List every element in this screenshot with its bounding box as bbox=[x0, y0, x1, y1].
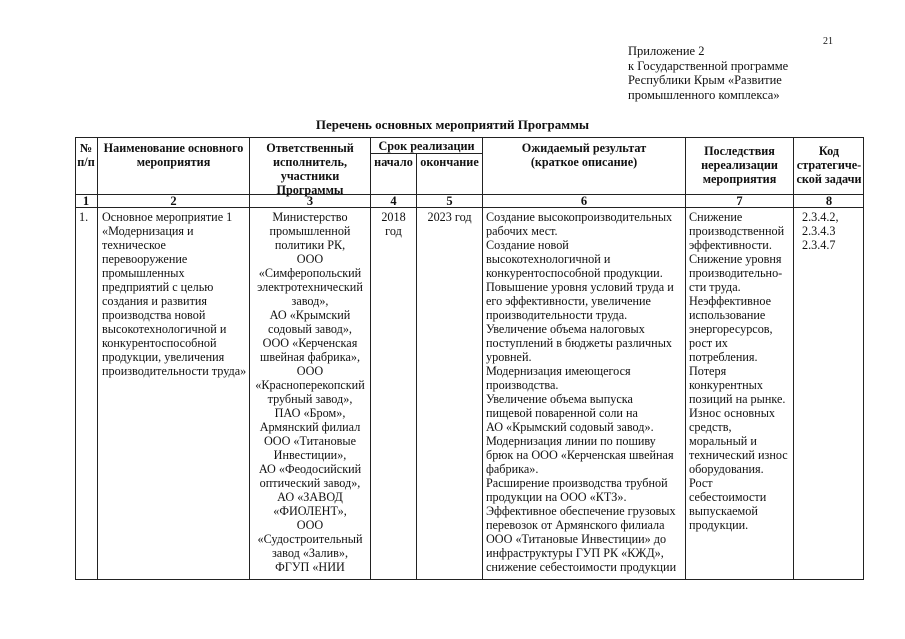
consequence-line: продукции. bbox=[689, 518, 749, 532]
executor-line: АО «Крымский bbox=[269, 308, 351, 322]
measure-name-line: перевооружение bbox=[102, 252, 188, 266]
measure-name-line: высокотехнологичной и bbox=[102, 322, 227, 336]
result-line: АО «Крымский содовый завод». bbox=[486, 420, 654, 434]
consequence-line: Неэффективное bbox=[689, 294, 772, 308]
consequence-line: Потеря bbox=[689, 364, 727, 378]
executor-list bbox=[250, 210, 370, 574]
header-text: мероприятия bbox=[136, 155, 211, 169]
start-year-line: 2018 bbox=[381, 210, 406, 224]
consequence-line: производительно- bbox=[689, 266, 783, 280]
measures-table bbox=[75, 137, 864, 580]
header-text: Программы bbox=[276, 183, 344, 197]
appendix-line: Республики Крым «Развитие bbox=[628, 73, 782, 87]
consequence-line: рост их bbox=[689, 336, 728, 350]
appendix-line: к Государственной программе bbox=[628, 58, 789, 73]
header-end: окончание bbox=[420, 155, 479, 169]
executor-line: АО «ЗАВОД bbox=[277, 490, 343, 504]
header-text: Ответственный bbox=[266, 141, 354, 155]
measure-name-line: промышленных bbox=[102, 266, 185, 280]
start-year bbox=[371, 210, 416, 238]
executor-line: оптический завод», bbox=[259, 476, 361, 490]
page-number: 21 bbox=[823, 36, 833, 47]
header-consequences bbox=[686, 144, 793, 186]
executor-line: электротехнический bbox=[257, 280, 363, 294]
executor-line: промышленной bbox=[269, 224, 351, 238]
executor-line: ООО «Титановые bbox=[263, 434, 357, 448]
executor-line: ООО bbox=[296, 364, 324, 378]
consequence-line: Снижение bbox=[689, 210, 743, 224]
result-line: инфраструктуры ГУП РК «КЖД», bbox=[486, 546, 664, 560]
header-text: Ожидаемый результат bbox=[521, 141, 647, 155]
appendix-note bbox=[628, 44, 788, 102]
header-name bbox=[98, 141, 249, 169]
executor-line: «Симферопольский bbox=[258, 266, 362, 280]
header-text: мероприятия bbox=[702, 172, 777, 186]
code-line: 2.3.4.7 bbox=[802, 238, 836, 252]
header-text: участники bbox=[280, 169, 340, 183]
measure-name-line: конкурентоспособной bbox=[102, 336, 217, 350]
executor-line: Армянский филиал bbox=[259, 420, 361, 434]
consequence-line: моральный и bbox=[689, 434, 757, 448]
measure-name-line: производства новой bbox=[102, 308, 206, 322]
consequence-line: выпускаемой bbox=[689, 504, 758, 518]
result-line: Создание высокопроизводительных bbox=[486, 210, 673, 224]
consequence-line: Снижение уровня bbox=[689, 252, 782, 266]
result-line: его эффективности, увеличение bbox=[486, 294, 651, 308]
result-line: Модернизация имеющегося bbox=[486, 364, 631, 378]
header-result bbox=[483, 141, 685, 169]
column-number: 1 bbox=[82, 194, 90, 208]
executor-line: ПАО «Бром», bbox=[274, 406, 346, 420]
result-line: Увеличение объема налоговых bbox=[486, 322, 645, 336]
result-line: высокотехнологичной и bbox=[486, 252, 611, 266]
column-number: 7 bbox=[736, 194, 743, 208]
column-number: 2 bbox=[170, 194, 177, 208]
executor-line: ООО bbox=[296, 252, 324, 266]
measure-name bbox=[102, 210, 252, 378]
executor-line: содовый завод», bbox=[268, 322, 352, 336]
header-text: (краткое описание) bbox=[530, 155, 638, 169]
consequence-line: конкурентных bbox=[689, 378, 763, 392]
column-number: 5 bbox=[446, 194, 453, 208]
code-line: 2.3.4.2, bbox=[802, 210, 839, 224]
executor-line: «ФИОЛЕНТ», bbox=[273, 504, 347, 518]
result-line: Увеличение объема выпуска bbox=[486, 392, 633, 406]
column-number: 4 bbox=[390, 194, 397, 208]
result-line: пищевой поваренной соли на bbox=[486, 406, 638, 420]
executor-line: ФГУП «НИИ bbox=[275, 560, 345, 574]
consequence-line: производственной bbox=[689, 224, 785, 238]
appendix-line: промышленного комплекса» bbox=[628, 87, 780, 102]
executor-line: завод», bbox=[291, 294, 329, 308]
measure-name-line: производительности труда» bbox=[102, 364, 247, 378]
consequence-line: использование bbox=[689, 308, 766, 322]
executor-line: Инвестиции», bbox=[273, 448, 347, 462]
header-text: ской задачи bbox=[796, 172, 862, 186]
code-line: 2.3.4.3 bbox=[802, 224, 836, 238]
result-line: ООО «Титановые Инвестиции» до bbox=[486, 532, 667, 546]
executor-line: ООО «Керченская bbox=[262, 336, 358, 350]
header-term-group: Срок реализации bbox=[378, 139, 475, 153]
header-text: Код bbox=[818, 144, 840, 158]
executor-line: завод «Залив», bbox=[271, 546, 349, 560]
result-line: фабрика». bbox=[486, 462, 539, 476]
consequence-line: Рост bbox=[689, 476, 713, 490]
measure-name-line: техническое bbox=[102, 238, 166, 252]
header-code bbox=[794, 144, 864, 186]
header-text: Последствия bbox=[704, 144, 775, 158]
consequence-line: технический износ bbox=[689, 448, 788, 462]
document-title: Перечень основных мероприятий Программы bbox=[315, 117, 590, 132]
executor-line: Министерство bbox=[272, 210, 348, 224]
executor-line: политики РК, bbox=[274, 238, 346, 252]
strategic-code bbox=[802, 210, 862, 252]
result-line: Модернизация линии по пошиву bbox=[486, 434, 656, 448]
executor-line: АО «Феодосийский bbox=[258, 462, 362, 476]
result-line: брюк на ООО «Керченская швейная bbox=[486, 448, 674, 462]
result-line: Эффективное обеспечение грузовых bbox=[486, 504, 676, 518]
start-year-line: год bbox=[385, 224, 402, 238]
header-number bbox=[75, 141, 97, 169]
result-line: снижение себестоимости продукции bbox=[486, 560, 677, 574]
expected-result bbox=[486, 210, 685, 574]
header-text: нереализации bbox=[701, 158, 778, 172]
result-line: конкурентоспособной продукции. bbox=[486, 266, 663, 280]
consequence-line: эффективности. bbox=[689, 238, 772, 252]
consequence-line: сти труда. bbox=[689, 280, 741, 294]
column-number: 6 bbox=[580, 194, 588, 208]
result-line: производства. bbox=[486, 378, 559, 392]
header-executor bbox=[250, 141, 370, 197]
consequence-line: Износ основных bbox=[689, 406, 775, 420]
end-year: 2023 год bbox=[427, 210, 472, 224]
measure-name-line: предприятий с целью bbox=[102, 280, 214, 294]
column-number: 8 bbox=[825, 194, 833, 208]
executor-line: швейная фабрика», bbox=[260, 350, 360, 364]
result-line: производительности труда. bbox=[486, 308, 628, 322]
column-number: 3 bbox=[306, 194, 314, 208]
header-text: № bbox=[79, 141, 93, 155]
consequences bbox=[689, 210, 793, 532]
executor-line: «Судостроительный bbox=[257, 532, 363, 546]
result-line: рабочих мест. bbox=[486, 224, 558, 238]
header-text: стратегиче- bbox=[796, 158, 862, 172]
executor-line: «Красноперекопский bbox=[255, 378, 365, 392]
header-text: Наименование основного bbox=[103, 141, 244, 155]
consequence-line: оборудования. bbox=[689, 462, 764, 476]
row-number: 1. bbox=[79, 210, 89, 224]
result-line: уровней. bbox=[486, 350, 532, 364]
consequence-line: средств, bbox=[689, 420, 732, 434]
consequence-line: энергоресурсов, bbox=[689, 322, 773, 336]
executor-line: трубный завод», bbox=[267, 392, 353, 406]
measure-name-line: создания и развития bbox=[102, 294, 208, 308]
measure-name-line: продукции, увеличения bbox=[102, 350, 225, 364]
consequence-line: позиций на рынке. bbox=[689, 392, 786, 406]
executor-line: ООО bbox=[296, 518, 324, 532]
result-line: продукции на ООО «КТЗ». bbox=[486, 490, 627, 504]
result-line: поступлений в бюджеты различных bbox=[486, 336, 672, 350]
header-text: исполнитель, bbox=[273, 155, 347, 169]
header-start: начало bbox=[374, 155, 413, 169]
consequence-line: потребления. bbox=[689, 350, 758, 364]
consequence-line: себестоимости bbox=[689, 490, 767, 504]
appendix-line: Приложение 2 bbox=[628, 44, 705, 58]
result-line: Расширение производства трубной bbox=[486, 476, 668, 490]
measure-name-line: «Модернизация и bbox=[102, 224, 194, 238]
header-text: п/п bbox=[77, 155, 95, 169]
result-line: Повышение уровня условий труда и bbox=[486, 280, 674, 294]
result-line: перевозок от Армянского филиала bbox=[486, 518, 665, 532]
measure-name-line: Основное мероприятие 1 bbox=[102, 210, 233, 224]
result-line: Создание новой bbox=[486, 238, 569, 252]
